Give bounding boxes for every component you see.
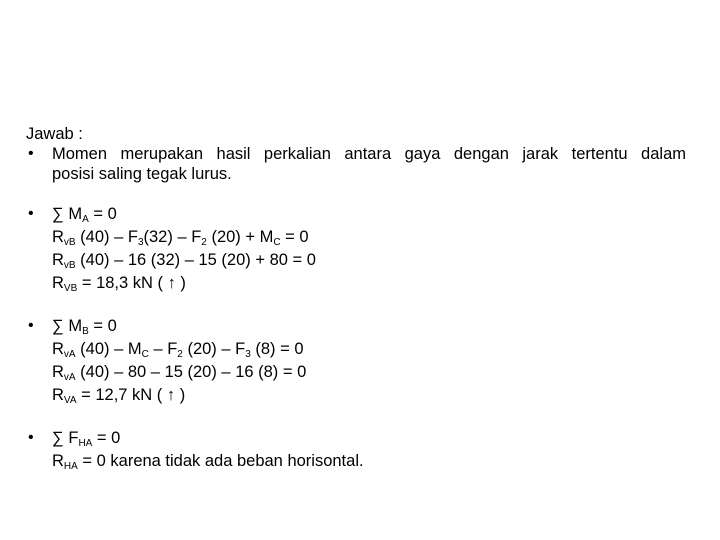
equation-sum-mb: ∑ $M_B = 0$	[52, 317, 117, 337]
equation-sum-ma: ∑ $M_A = 0$	[52, 205, 117, 225]
equation-sum-fha: ∑ $F_{HA} = 0$	[52, 429, 121, 449]
equation-rva-symbolic: $R_{vA}$ $(40) - M_C - F_2$ $(20) - F_3$ (8) = 0	[52, 340, 304, 360]
definition-line-2: posisi saling tegak lurus.	[52, 165, 232, 183]
result-rvb: $R_{VB} = 18,3$ kN ( ↑ )	[52, 274, 186, 294]
bullet-moment-b	[26, 316, 686, 408]
definition-line-1: Momen merupakan hasil perkalian antara gaya dengan jarak tertentu dalam	[52, 145, 686, 163]
equation-rva-numeric: $R_{vA}$ (40) – 80 – 15 (20) – 16 (8) = 0	[52, 363, 307, 383]
bullet-definition	[26, 144, 686, 184]
equation-rvb-symbolic: $R_{vB}$ $(40) - F_3(32) - F_2$ $(20) + M_C = 0$	[52, 228, 309, 248]
answer-content	[26, 124, 686, 474]
bullet-icon: •	[28, 317, 34, 334]
bullet-moment-a	[26, 204, 686, 296]
bullet-icon: •	[28, 429, 34, 446]
bullet-icon: •	[28, 205, 34, 222]
answer-heading: Jawab :	[26, 125, 83, 143]
equation-rvb-numeric: $R_{vB}$ (40) – 16 (32) – 15 (20) + 80 = 0	[52, 251, 316, 271]
bullet-icon: •	[28, 145, 34, 162]
result-rha: $R_{HA} = 0$ karena tidak ada beban horisontal.	[52, 452, 364, 472]
bullet-horizontal	[26, 428, 686, 474]
result-rva: $R_{VA} = 12,7$ kN ( ↑ )	[52, 386, 186, 406]
